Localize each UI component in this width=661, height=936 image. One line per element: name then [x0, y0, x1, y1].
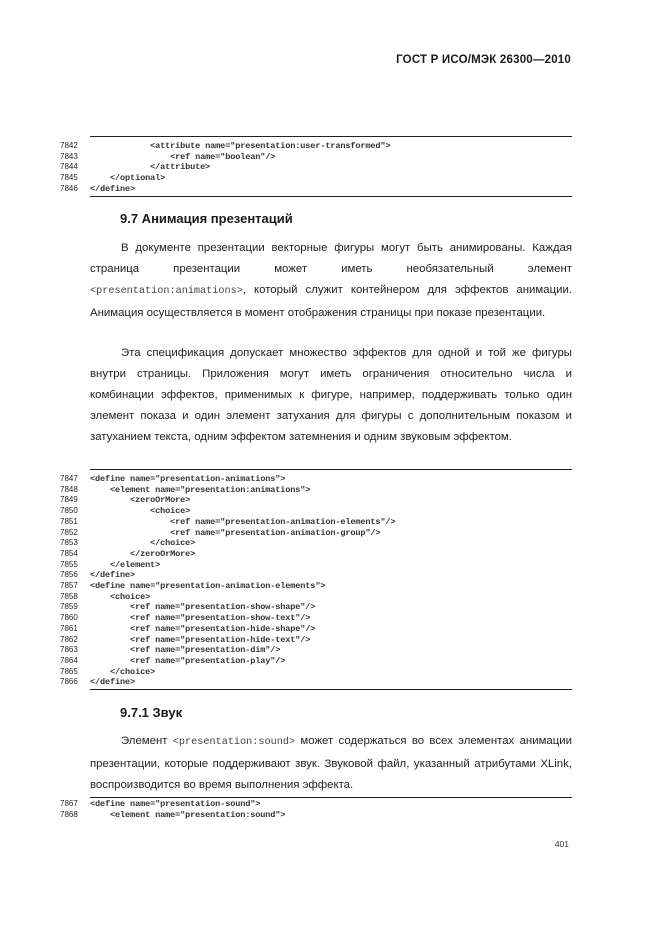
line-number: 7847 — [60, 474, 78, 483]
line-number: 7862 — [60, 634, 78, 644]
page-number: 401 — [554, 839, 569, 849]
code-text: <ref name="presentation-animation-elements"/> — [90, 516, 396, 527]
line-number: 7858 — [60, 591, 78, 601]
paragraph-text: В документе презентации векторные фигуры могут быть анимированы. Каждая страница презентации может иметь необязательный элемент — [90, 242, 572, 275]
paragraph-animation-intro — [90, 238, 572, 324]
code-text: <ref name="presentation-hide-text"/> — [90, 634, 311, 645]
line-number: 7856 — [60, 570, 78, 580]
code-text: <ref name="presentation-show-text"/> — [90, 613, 311, 624]
code-text: </choice> — [90, 538, 196, 549]
code-block-3-top-rule — [90, 797, 572, 798]
line-number: 7861 — [60, 623, 78, 633]
code-text: <ref name="boolean"/> — [90, 151, 276, 162]
code-text: </define> — [90, 677, 136, 688]
line-number: 7854 — [60, 548, 78, 558]
inline-code-sound: <presentation:sound> — [172, 737, 296, 748]
paragraph-sound — [90, 731, 572, 796]
code-text: <attribute name="presentation:user-transformed"> — [90, 141, 391, 151]
code-text: <ref name="presentation-dim"/> — [90, 645, 281, 656]
page-header: ГОСТ Р ИСО/МЭК 26300—2010 — [396, 54, 571, 66]
line-number: 7849 — [60, 495, 78, 505]
line-number: 7864 — [60, 655, 78, 665]
code-text: <define name="presentation-animation-elements"> — [90, 581, 326, 591]
line-number: 7843 — [60, 151, 78, 161]
section-heading-9-7-1: 9.7.1 Звук — [120, 705, 183, 720]
code-text: </choice> — [90, 666, 156, 677]
code-text: </optional> — [90, 173, 166, 184]
line-number: 7845 — [60, 173, 78, 183]
line-number: 7865 — [60, 666, 78, 676]
line-number: 7859 — [60, 602, 78, 612]
code-text: <ref name="presentation-hide-shape"/> — [90, 623, 316, 634]
line-number: 7860 — [60, 613, 78, 623]
code-text: </define> — [90, 570, 136, 581]
line-number: 7850 — [60, 506, 78, 516]
code-text: <define name="presentation-sound"> — [90, 799, 261, 809]
line-number: 7852 — [60, 527, 78, 537]
code-text: <ref name="presentation-show-shape"/> — [90, 602, 316, 613]
paragraph-text: Эта спецификация допускает множество эффектов для одной и той же фигуры внутри страницы. Приложения могут иметь ограничения относительно числа и комбинации эффектов, применимых к фигуре, например, поддерживать только один элемент показа и один элемент затухания для фигуры с дополнительным показом и затуханием текста, одним эффектом затемнения и одним звуковым эффектом. — [90, 347, 572, 443]
code-text: <ref name="presentation-animation-group"/> — [90, 527, 381, 538]
line-number: 7853 — [60, 538, 78, 548]
code-text: <element name="presentation:animations"> — [90, 484, 311, 495]
line-number: 7857 — [60, 581, 78, 590]
code-text: <zeroOrMore> — [90, 495, 191, 506]
code-text: </element> — [90, 559, 161, 570]
code-block-2-top-rule — [90, 469, 572, 470]
line-number: 7866 — [60, 677, 78, 687]
paragraph-text: может содержаться во всех элементах анимации презентации, которые поддерживают звук. Звуковой файл, указанный атрибутами XLink, воспроизводится во время выполнения эффекта. — [90, 735, 572, 791]
section-heading-9-7: 9.7 Анимация презентаций — [120, 211, 293, 226]
code-text: <choice> — [90, 591, 151, 602]
paragraph-effects-spec — [90, 343, 572, 448]
code-text: <define name="presentation-animations"> — [90, 474, 286, 484]
line-number: 7846 — [60, 183, 78, 193]
code-text: </attribute> — [90, 162, 211, 173]
code-text: </define> — [90, 183, 136, 194]
line-number: 7868 — [60, 809, 78, 819]
code-text: <element name="presentation:sound"> — [90, 809, 286, 820]
inline-code-animations: <presentation:animations> — [90, 285, 243, 297]
code-text: <ref name="presentation-play"/> — [90, 655, 286, 666]
line-number: 7863 — [60, 645, 78, 655]
code-block-2-bottom-rule — [90, 689, 572, 690]
code-block-1-top-rule — [90, 136, 572, 137]
line-number: 7851 — [60, 516, 78, 526]
code-text: </zeroOrMore> — [90, 548, 196, 559]
line-number: 7848 — [60, 484, 78, 494]
code-block-1-bottom-rule — [90, 196, 572, 197]
line-number: 7844 — [60, 162, 78, 172]
line-number: 7842 — [60, 141, 78, 150]
paragraph-text: , который служит контейнером для эффектов анимации. Анимация осуществляется в момент отображения страницы при показе презентации. — [90, 283, 572, 319]
line-number: 7855 — [60, 559, 78, 569]
code-text: <choice> — [90, 506, 191, 517]
line-number: 7867 — [60, 799, 78, 808]
paragraph-text: Элемент — [121, 735, 173, 747]
